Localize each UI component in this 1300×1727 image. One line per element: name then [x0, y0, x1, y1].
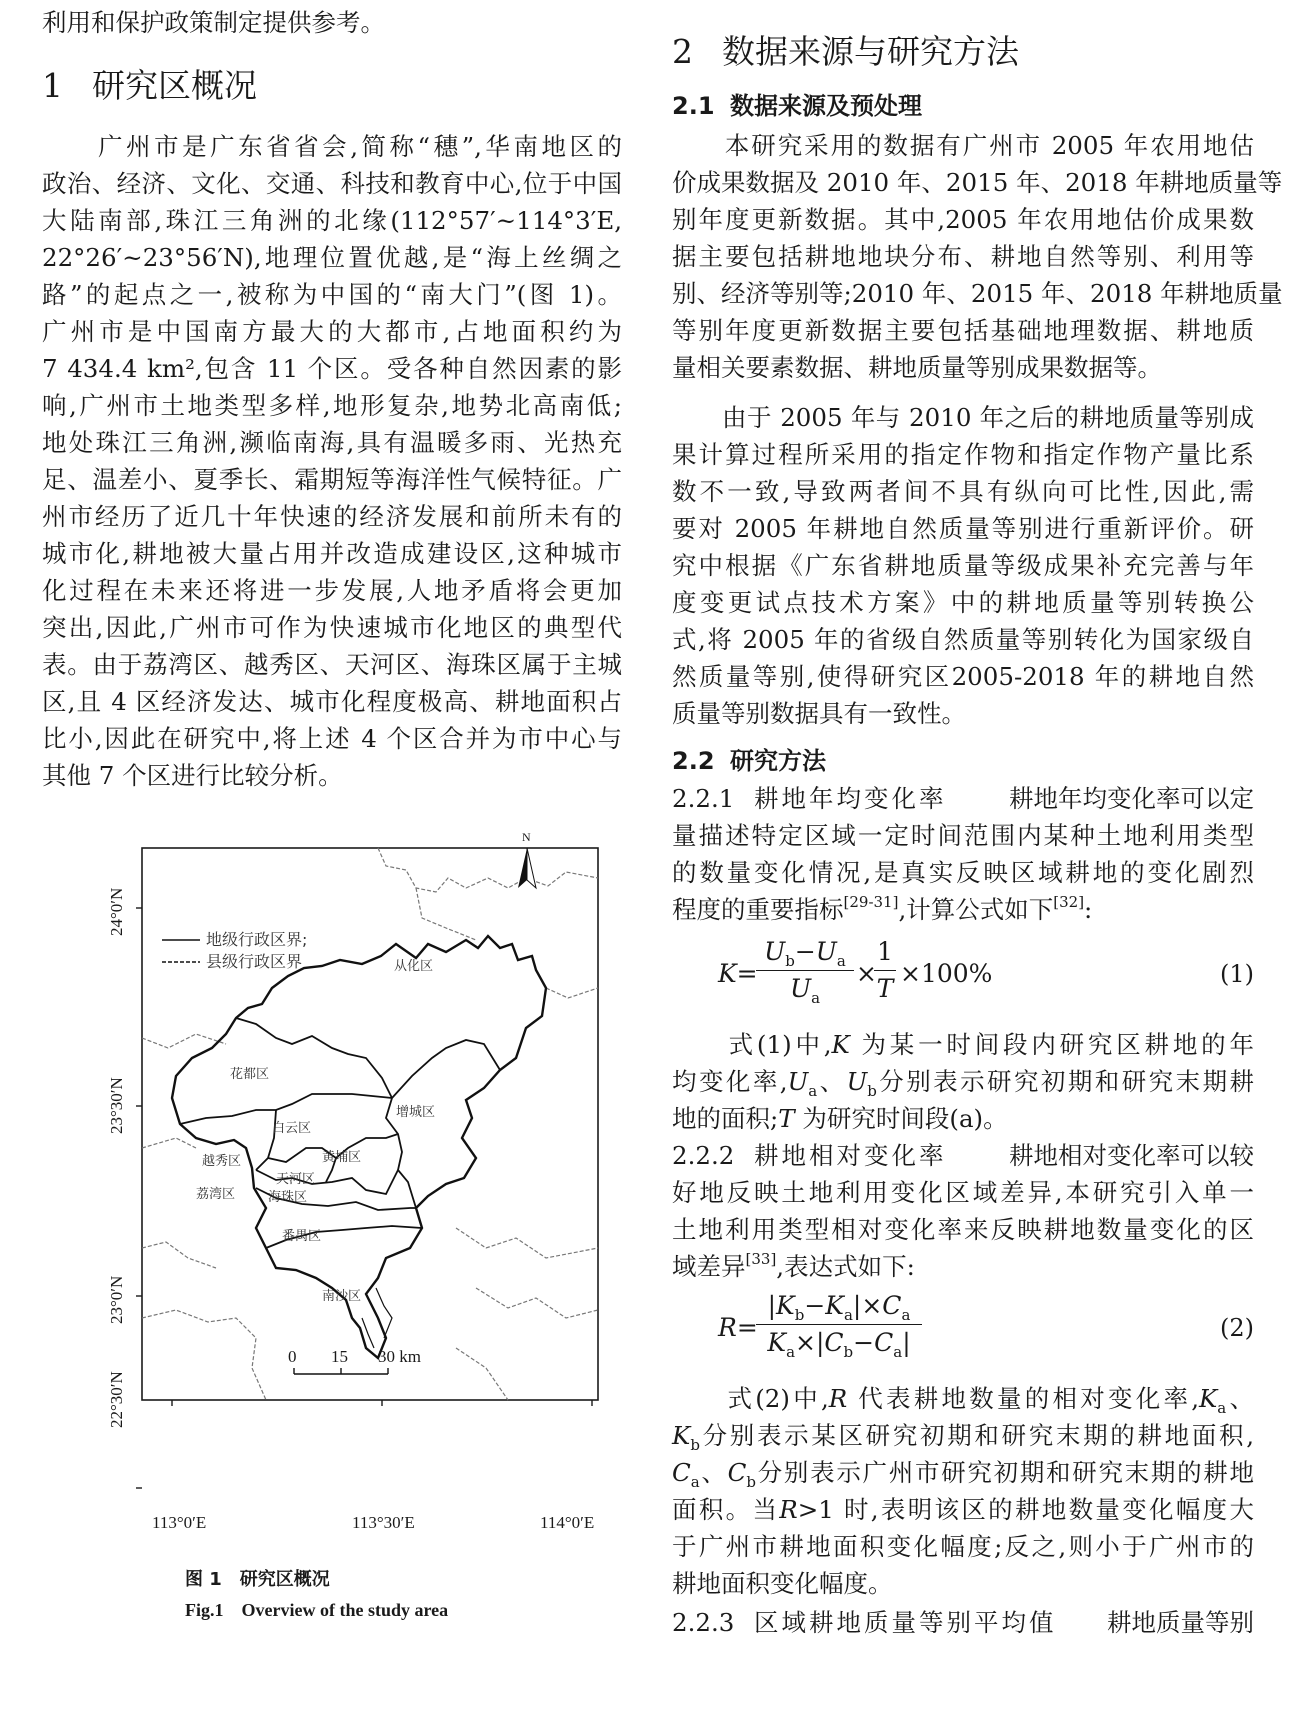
section-2-title: 数据来源与研究方法 [722, 32, 1019, 71]
para-line: 路”的起点之一,被称为中国的“南大门”(图 1)。 [42, 280, 622, 309]
lat-24: 24°0′N [107, 887, 126, 936]
subsection-2-2-number: 2.2 [672, 747, 715, 775]
para-line: 程度的重要指标[29-31],计算公式如下[32]: [672, 893, 1093, 924]
para-line: 的数量变化情况,是真实反映区域耕地的变化剧烈 [672, 858, 1254, 887]
legend-county: 县级行政区界 [206, 952, 303, 971]
district-huadu: 花都区 [230, 1067, 270, 1082]
section-1-number: 1 [42, 66, 63, 105]
para-line: 果计算过程所采用的指定作物和指定作物产量比系 [672, 440, 1254, 469]
north-label: N [522, 830, 531, 844]
lat-2230: 22°30′N [107, 1371, 126, 1428]
section-1-heading [42, 64, 257, 108]
district-conghua: 从化区 [394, 959, 434, 974]
para-line: 要对 2005 年耕地自然质量等别进行重新评价。研 [672, 514, 1254, 543]
para-line: 数不一致,导致两者间不具有纵向可比性,因此,需 [672, 477, 1254, 506]
equation-1-number: (1) [1220, 960, 1254, 988]
para-line: 由于 2005 年与 2010 年之后的耕地质量等别成 [672, 403, 1254, 432]
para-line: 城市化,耕地被大量占用并改造成建设区,这种城市 [42, 539, 622, 568]
para-line: 区,且 4 区经济发达、城市化程度极高、耕地面积占 [42, 687, 622, 716]
para-line: 广州市是中国南方最大的大都市,占地面积约为 [42, 317, 622, 346]
para-line: 政治、经济、文化、交通、科技和教育中心,位于中国 [42, 169, 622, 198]
s222-number: 2.2.2 [672, 1141, 735, 1170]
para-line: 7 434.4 km²,包含 11 个区。受各种自然因素的影 [42, 354, 622, 383]
para-line: 然质量等别,使得研究区2005-2018 年的耕地自然 [672, 662, 1254, 691]
map-legend [162, 930, 307, 971]
s221-number: 2.2.1 [672, 784, 735, 813]
para-line: 式(2)中,R 代表耕地数量的相对变化率$,K_a$、 [672, 1384, 1254, 1417]
para-line: 其他 7 个区进行比较分析。 [42, 761, 343, 790]
scale-0: 0 [288, 1347, 297, 1366]
legend-prefecture: 地级行政区界; [206, 930, 308, 949]
para-line: 土地利用类型相对变化率来反映耕地数量变化的区 [672, 1215, 1254, 1244]
district-yuexiu: 越秀区 [202, 1154, 242, 1169]
para-line: 式(1)中,K 为某一时间段内研究区耕地的年 [672, 1030, 1254, 1059]
north-arrow-icon [518, 830, 536, 888]
citation: [29-31] [843, 893, 899, 911]
para-line: 足、温差小、夏季长、霜期短等海洋性气候特征。广 [42, 465, 622, 494]
para-line: 等别年度更新数据主要包括基础地理数据、耕地质 [672, 316, 1254, 345]
para-line: 面积。当R>1 时,表明该区的耕地数量变化幅度大 [672, 1495, 1254, 1524]
lon-113: 113°0′E [152, 1513, 207, 1532]
para-line: 价成果数据及 2010 年、2015 年、2018 年耕地质量等 [672, 168, 1283, 197]
para-line: 于广州市耕地面积变化幅度;反之,则小于广州市的 [672, 1532, 1254, 1561]
subsection-2-1-heading [672, 88, 922, 124]
para-line: 大陆南部,珠江三角洲的北缘(112°57′~114°3′E, [42, 206, 622, 235]
para-line: 究中根据《广东省耕地质量等级成果补充完善与年 [672, 551, 1254, 580]
para-line: $C_a$、$C_b$分别表示广州市研究初期和研究末期的耕地 [672, 1458, 1255, 1491]
para-line: 耕地年均变化率可以定 [1009, 784, 1254, 813]
figure-caption-cn: 图 1 研究区概况 [185, 1569, 330, 1590]
figure-caption-en: Fig.1 Overview of the study area [185, 1600, 449, 1620]
equation-1: K= $U_b-U_a$ $U_a$ × 1 T ×100% (1) [718, 937, 1254, 1007]
para-line: 地处珠江三角洲,濒临南海,具有温暖多雨、光热充 [42, 428, 622, 457]
s223-title: 区域耕地质量等别平均值 [754, 1608, 1057, 1637]
lon-114: 114°0′E [540, 1513, 595, 1532]
lon-axis [124, 1506, 624, 1536]
para-line: 突出,因此,广州市可作为快速城市化地区的典型代 [42, 613, 622, 642]
para-line: 化过程在未来还将进一步发展,人地矛盾将会更加 [42, 576, 622, 605]
district-panyu: 番禺区 [282, 1229, 322, 1244]
para-line: 式,将 2005 年的省级自然质量等别转化为国家级自 [672, 625, 1254, 654]
citation: [33] [745, 1250, 777, 1268]
para-line: 州市经历了近几十年快速的经济发展和前所未有的 [42, 502, 622, 531]
section-2-number: 2 [672, 32, 693, 71]
section-2-2-3 [672, 1604, 1254, 1641]
scale-15: 15 [331, 1347, 348, 1366]
s222-title: 耕地相对变化率 [754, 1141, 947, 1170]
section-2-heading [672, 30, 1019, 74]
para-line: 域差异[33],表达式如下: [672, 1250, 915, 1281]
scale-bar [288, 1347, 421, 1374]
district-baiyun: 白云区 [272, 1121, 312, 1136]
para-line: 本研究采用的数据有广州市 2005 年农用地估 [672, 131, 1254, 160]
district-liwan: 荔湾区 [196, 1187, 236, 1202]
subsection-2-1-title: 数据来源及预处理 [730, 92, 922, 120]
para-line: 比小,因此在研究中,将上述 4 个区合并为市中心与 [42, 724, 622, 753]
para-line: 量描述特定区域一定时间范围内某种土地利用类型 [672, 821, 1254, 850]
para-line: 均变化率$,U_a$、$U_b$分别表示研究初期和研究末期耕 [672, 1067, 1255, 1100]
section-1-title: 研究区概况 [92, 66, 257, 105]
para-line: 耕地质量等别 [1107, 1608, 1254, 1637]
para-line: 响,广州市土地类型多样,地形复杂,地势北高南低; [42, 391, 622, 420]
district-tianhe: 天河区 [276, 1172, 316, 1187]
district-nansha: 南沙区 [322, 1289, 362, 1304]
subsection-2-2-title: 研究方法 [730, 747, 826, 775]
para-line: 别、经济等别等;2010 年、2015 年、2018 年耕地质量 [672, 279, 1283, 308]
para-line: 地的面积;T 为研究时间段(a)。 [672, 1104, 1008, 1133]
para-line: 据主要包括耕地地块分布、耕地自然等别、利用等 [672, 242, 1254, 271]
citation: [32] [1053, 893, 1085, 911]
para-line: 好地反映土地利用变化区域差异,本研究引入单一 [672, 1178, 1254, 1207]
subsection-2-1-number: 2.1 [672, 92, 715, 120]
s223-number: 2.2.3 [672, 1608, 735, 1637]
district-haizhu: 海珠区 [268, 1190, 308, 1205]
para-line: 广州市是广东省省会,简称“穗”,华南地区的 [42, 132, 622, 161]
para-line: 质量等别数据具有一致性。 [672, 699, 966, 728]
para-line: 耕地面积变化幅度。 [672, 1569, 893, 1598]
para-line: 耕地相对变化率可以较 [1009, 1141, 1254, 1170]
subsection-2-2-heading [672, 743, 826, 779]
left-top-line: 利用和保护政策制定提供参考。 [42, 8, 385, 37]
lat-axis [96, 848, 136, 1428]
lat-23: 23°0′N [107, 1275, 126, 1324]
scale-30km: 30 km [378, 1347, 421, 1366]
district-zengcheng: 增城区 [396, 1105, 436, 1120]
para-line: 表。由于荔湾区、越秀区、天河区、海珠区属于主城 [42, 650, 622, 679]
para-line: 度变更试点技术方案》中的耕地质量等别转换公 [672, 588, 1254, 617]
s221-title: 耕地年均变化率 [754, 784, 947, 813]
lon-11330: 113°30′E [352, 1513, 415, 1532]
district-huangpu: 黄埔区 [322, 1150, 362, 1165]
para-line: 量相关要素数据、耕地质量等别成果数据等。 [672, 353, 1162, 382]
lat-2330: 23°30′N [107, 1077, 126, 1134]
study-area-map [116, 830, 606, 1412]
para-line: 22°26′~23°56′N),地理位置优越,是“海上丝绸之 [42, 243, 622, 272]
equation-2-number: (2) [1220, 1314, 1254, 1342]
equation-2: R= $|K_b-K_a|\times C_a$ $K_a\times|C_b-C_a|$ (2) [718, 1291, 1254, 1361]
para-line: 别年度更新数据。其中,2005 年农用地估价成果数 [672, 205, 1254, 234]
para-line: $K_b$分别表示某区研究初期和研究末期的耕地面积, [672, 1421, 1254, 1454]
